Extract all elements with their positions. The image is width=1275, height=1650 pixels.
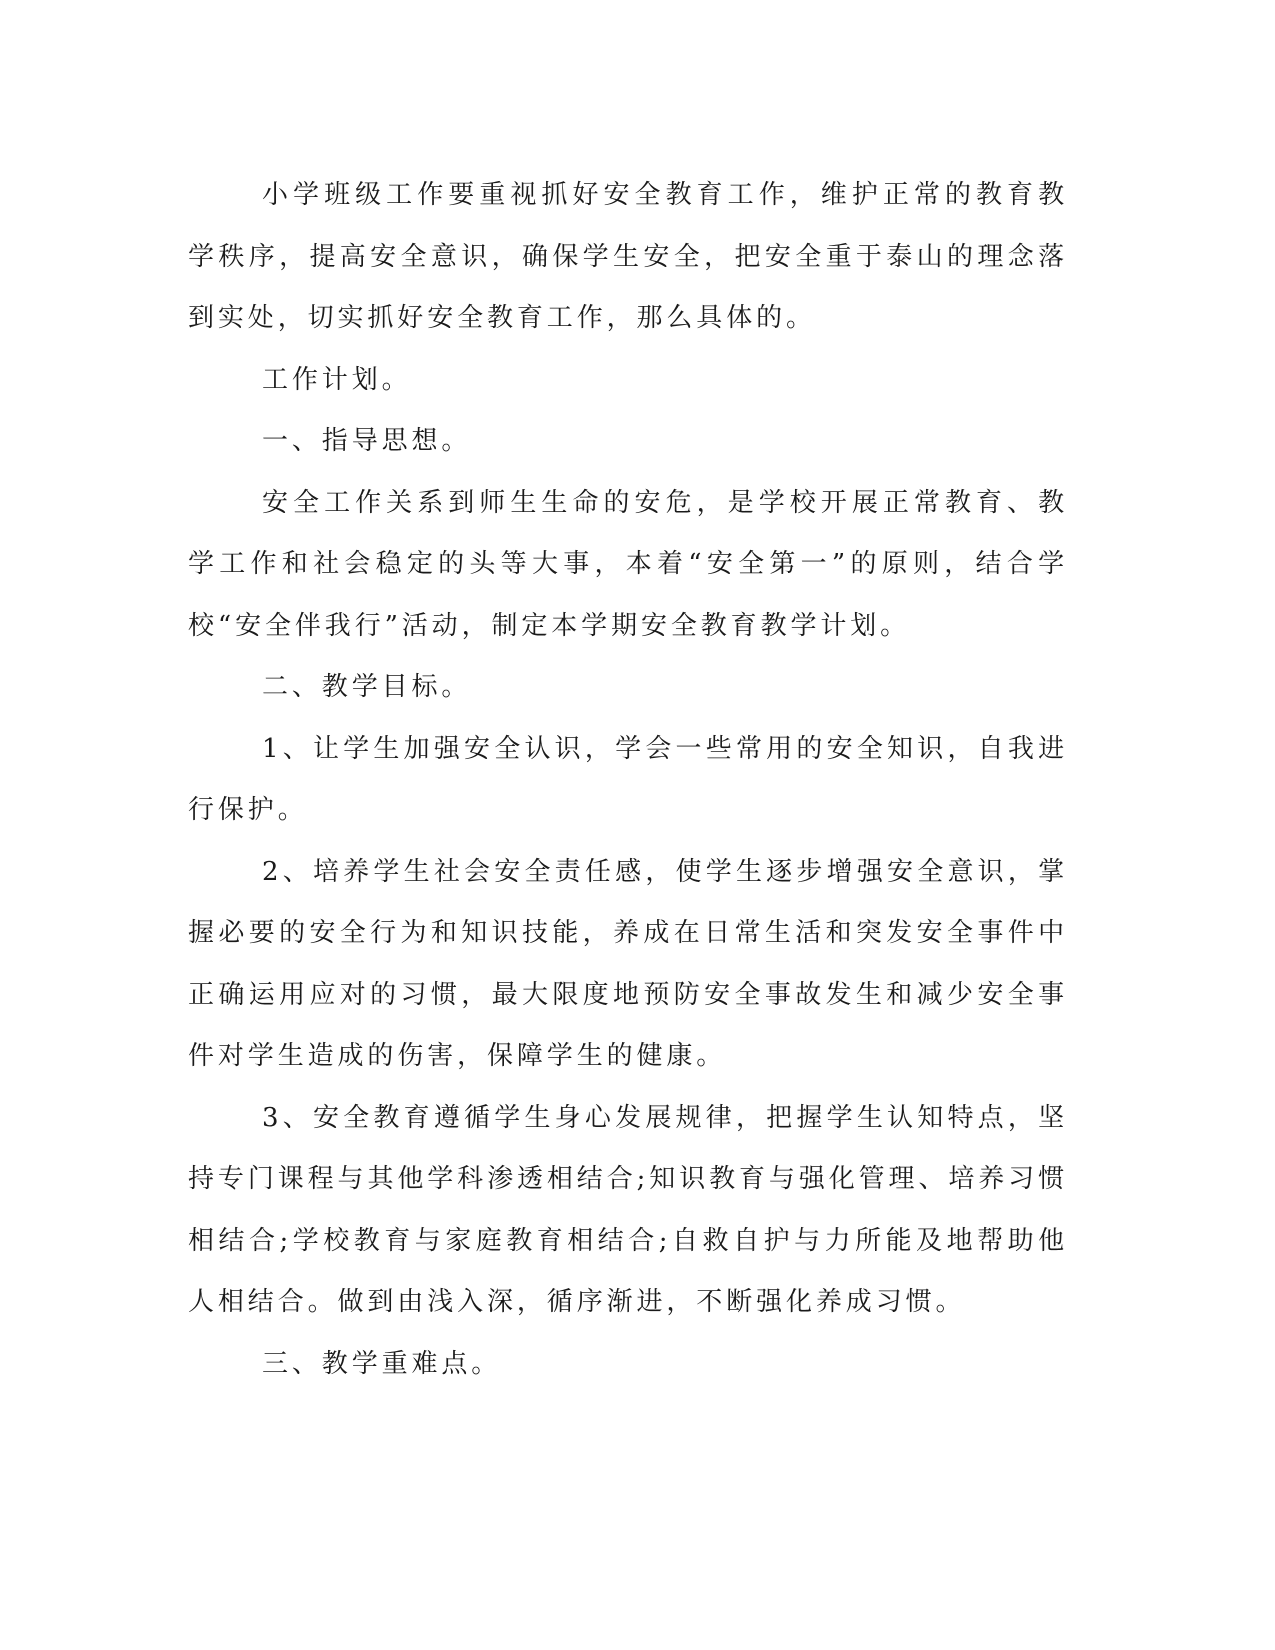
paragraph-goal-2: 2、培养学生社会安全责任感，使学生逐步增强安全意识，掌握必要的安全行为和知识技能，养成在日常生活和突发安全事件中正确运用应对的习惯，最大限度地预防安全事故发生和减少安全事件对学生造成的伤害，保障学生的健康。 [188, 856, 1068, 1071]
heading-guiding-thought: 一、指导思想。 [262, 426, 472, 456]
paragraph-work-plan: 工作计划。 [262, 364, 412, 395]
paragraph-goal-3: 3、安全教育遵循学生身心发展规律，把握学生认知特点，坚持专门课程与其他学科渗透相结合;知识教育与强化管理、培养习惯相结合;学校教育与家庭教育相结合;自救自护与力所能及地帮助他人相结合。做到由浅入深，循序渐进，不断强化养成习惯。 [188, 1102, 1068, 1317]
document-body [188, 165, 1068, 1395]
heading-teaching-goals: 二、教学目标。 [262, 672, 472, 702]
paragraph-safety-work: 安全工作关系到师生生命的安危，是学校开展正常教育、教学工作和社会稳定的头等大事，本着“安全第一”的原则，结合学校“安全伴我行”活动，制定本学期安全教育教学计划。 [188, 487, 1068, 641]
heading-key-difficulties: 三、教学重难点。 [262, 1348, 502, 1379]
paragraph-intro: 小学班级工作要重视抓好安全教育工作，维护正常的教育教学秩序，提高安全意识，确保学生安全，把安全重于泰山的理念落到实处，切实抓好安全教育工作，那么具体的。 [188, 180, 1068, 333]
paragraph-goal-1: 1、让学生加强安全认识，学会一些常用的安全知识，自我进行保护。 [188, 733, 1068, 825]
